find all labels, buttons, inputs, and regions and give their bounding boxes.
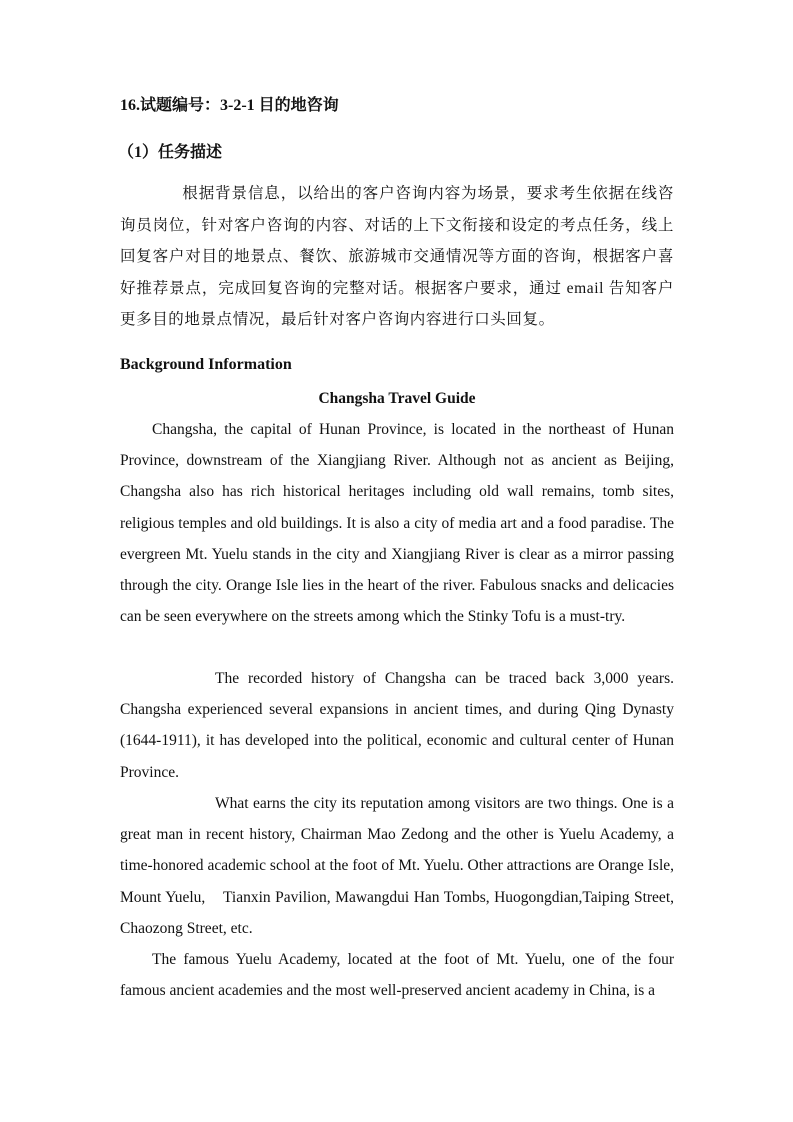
background-heading: Background Information xyxy=(120,356,292,373)
paragraph-history xyxy=(120,663,674,788)
paragraph-history-text: The recorded history of Changsha can be traced back 3,000 years. Changsha experienced several expansions in ancient times, and during Qing Dynasty (1644-1911), it has developed into the political, economic and cultural center of Hunan Province. xyxy=(120,670,674,781)
task-heading: （1）任务描述 xyxy=(118,144,223,161)
paragraph-reputation xyxy=(120,788,678,944)
paragraph-reputation-text: What earns the city its reputation among visitors are two things. One is a great man in recent history, Chairman Mao Zedong and the other is Yuelu Academy, a time-honored academic school at the foot of Mt. Yuelu. Other attractions are Orange Isle, Mount Yuelu, Tianxin Pavilion, Mawangdui Han Tombs, Huogongdian,Taiping Street, Chaozong Street, etc. xyxy=(120,795,678,937)
paragraph-intro-text: Changsha, the capital of Hunan Province, is located in the northeast of Hunan Province, downstream of the Xiangjiang River. Although not as ancient as Beijing, Changsha also has rich historical heritages including old wall remains, tomb sites, religious temples and old buildings. It is also a city of media art and a food paradise. The evergreen Mt. Yuelu stands in the city and Xiangjiang River is clear as a mirror passing through the city. Orange Isle lies in the heart of the river. Fabulous snacks and delicacies can be seen everywhere on the streets among which the Stinky Tofu is a must-try. xyxy=(120,421,674,626)
paragraph-intro xyxy=(120,414,674,632)
question-heading: 16.试题编号：3-2-1 目的地咨询 xyxy=(120,97,339,114)
paragraph-academy xyxy=(120,944,674,1006)
guide-title: Changsha Travel Guide xyxy=(318,390,476,407)
paragraph-academy-text: The famous Yuelu Academy, located at the foot of Mt. Yuelu, one of the four famous ancient academies and the most well-preserved ancient academy in China, is a xyxy=(120,951,674,1000)
task-description-paragraph xyxy=(120,178,674,336)
task-description-text: 根据背景信息，以给出的客户咨询内容为场景，要求考生依据在线咨询员岗位，针对客户咨询的内容、对话的上下文衔接和设定的考点任务，线上回复客户对目的地景点、餐饮、旅游城市交通情况等方面的咨询，根据客户喜好推荐景点，完成回复咨询的完整对话。根据客户要求，通过 email 告知客户更多目的地景点情况，最后针对客户咨询内容进行口头回复。 xyxy=(120,185,674,328)
